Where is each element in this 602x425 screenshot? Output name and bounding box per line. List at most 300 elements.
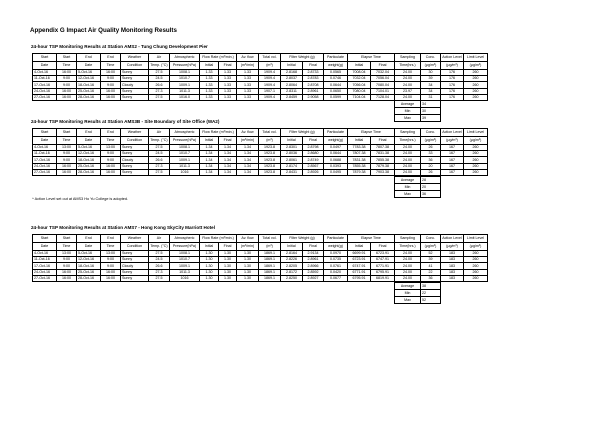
header-cell: Total vol. — [259, 129, 281, 137]
table-cell: 36 — [421, 157, 441, 163]
header-cell: Time — [101, 243, 121, 251]
header-cell: Initial — [348, 243, 371, 251]
header-cell: Initial — [281, 62, 303, 70]
table-cell: 5-Oct-16 — [77, 70, 101, 76]
table-cell: 27-Oct-16 — [33, 275, 57, 281]
table-cell: 1.30 — [219, 257, 237, 263]
stats-ams3b — [394, 176, 441, 198]
table-cell: 2.8168 — [281, 70, 303, 76]
header-cell: (m³) — [259, 62, 281, 70]
stat-label: Average — [395, 283, 421, 290]
header-cell: Date — [77, 62, 101, 70]
stat-value: 20 — [421, 184, 441, 191]
table-cell: 4-Oct-16 — [33, 251, 57, 257]
table-cell: 16:00 — [101, 169, 121, 175]
header-cell: (μg/m³) — [441, 137, 464, 145]
header-cell: End — [101, 129, 121, 137]
table-cell: 260 — [464, 169, 488, 175]
stat-label: Max — [395, 297, 421, 304]
table-cell: 7032.04 — [348, 76, 371, 82]
table-cell: 0.0420 — [324, 269, 348, 275]
table-cell: 16:00 — [101, 70, 121, 76]
table-cell: 1.33 — [237, 82, 259, 88]
stats-row — [395, 108, 441, 115]
table-cell: 16:00 — [57, 275, 77, 281]
table-cell: 0.0644 — [324, 151, 348, 157]
table-cell: 25-Oct-16 — [77, 88, 101, 94]
table-cell: 31 — [421, 94, 441, 100]
header-cell: End — [77, 129, 101, 137]
header-cell: Sampling — [395, 235, 421, 243]
header-cell: Temp. (°C) — [149, 243, 170, 251]
table-cell: 1923.8 — [259, 151, 281, 157]
stats-ams7 — [394, 282, 441, 304]
header-cell: Time(hrs.) — [395, 137, 421, 145]
header-cell: Weather — [121, 129, 149, 137]
table-cell: 183 — [441, 275, 464, 281]
table-cell: 1909.4 — [259, 94, 281, 100]
table-cell: 24.00 — [395, 169, 421, 175]
table-cell: 27.5 — [149, 94, 170, 100]
table-cell: 1.34 — [219, 169, 237, 175]
stat-label: Max — [395, 115, 421, 122]
table-cell: 0.0393 — [324, 163, 348, 169]
table-cell: 1.34 — [200, 151, 219, 157]
table-cell: 6747.91 — [348, 263, 371, 269]
table-cell: 13:00 — [57, 145, 77, 151]
table-cell: 1.30 — [219, 263, 237, 269]
table-cell: 28-Oct-16 — [77, 275, 101, 281]
table-cell: 7831.38 — [348, 157, 371, 163]
table-cell: 1.33 — [200, 70, 219, 76]
table-cell: 183 — [441, 263, 464, 269]
table-cell: 24.00 — [395, 70, 421, 76]
table-cell: 1016 — [170, 275, 200, 281]
header-cell: Filter Weight (g) — [281, 129, 324, 137]
table-cell: 27.3 — [149, 163, 170, 169]
table-cell: 1008.1 — [170, 251, 200, 257]
table-cell: 183 — [441, 269, 464, 275]
table-cell: 1009.1 — [170, 263, 200, 269]
header-cell: Action Level — [441, 54, 464, 62]
header-cell: (μg/m³) — [464, 137, 488, 145]
table-cell: 26.6 — [149, 82, 170, 88]
table-row — [33, 275, 488, 281]
header-cell: Sampling — [395, 129, 421, 137]
table-ams3b — [32, 128, 488, 176]
table-cell: Sunny — [121, 169, 149, 175]
header-cell: Time — [57, 137, 77, 145]
header-cell: Air — [149, 54, 170, 62]
header-cell: Final — [219, 137, 237, 145]
table-cell: Cloudy — [121, 82, 149, 88]
table-cell: 2.8174 — [281, 163, 303, 169]
table-cell: 2.8783 — [303, 76, 324, 82]
stat-value: 28 — [421, 177, 441, 184]
stats-row — [395, 115, 441, 122]
header-cell: Final — [371, 62, 395, 70]
header-cell: Elapse Time — [348, 54, 395, 62]
header-cell: weight(g) — [324, 137, 348, 145]
table-cell: Cloudy — [121, 263, 149, 269]
table-cell: 24.00 — [395, 251, 421, 257]
table-cell: 6795.91 — [371, 269, 395, 275]
table-cell: Sunny — [121, 70, 149, 76]
header-cell: Date — [33, 243, 57, 251]
table-cell: 17-Oct-16 — [33, 157, 57, 163]
table-cell: 1.34 — [237, 163, 259, 169]
table-cell: 16:00 — [57, 70, 77, 76]
table-cell: 17-Oct-16 — [33, 263, 57, 269]
table-cell: 1.33 — [219, 94, 237, 100]
table-cell: 2.8172 — [281, 269, 303, 275]
stat-label: Min — [395, 290, 421, 297]
table-cell: 39 — [421, 257, 441, 263]
table-cell: 33 — [421, 151, 441, 157]
stats-row — [395, 283, 441, 290]
header-cell: (μg/m³) — [464, 243, 488, 251]
table-cell: 1869.1 — [259, 275, 281, 281]
table-cell: 6771.91 — [348, 269, 371, 275]
header-cell: Av. flow — [237, 54, 259, 62]
header-cell: End — [101, 54, 121, 62]
header-cell: Filter Weight (g) — [281, 54, 324, 62]
header-cell: Start — [57, 235, 77, 243]
header-cell: weight(g) — [324, 243, 348, 251]
table-cell: 9:00 — [101, 76, 121, 82]
header-cell: Condition — [121, 62, 149, 70]
header-cell: Action Level — [441, 235, 464, 243]
header-cell: End — [77, 235, 101, 243]
section-title-ams7: 24-hour TSP Monitoring Results at Station AMS7 - Hong Kong SkyCity Marriott Hotel — [31, 225, 216, 230]
table-cell: 27.5 — [149, 169, 170, 175]
table-cell: 2.8459 — [281, 94, 303, 100]
table-cell: 2.8680 — [303, 151, 324, 157]
table-cell: 167 — [441, 151, 464, 157]
table-cell: 24.00 — [395, 145, 421, 151]
table-cell: 2.8036 — [281, 151, 303, 157]
table-cell: Sunny — [121, 88, 149, 94]
header-cell: End — [77, 54, 101, 62]
header-cell: Air — [149, 129, 170, 137]
table-cell: 1.30 — [237, 257, 259, 263]
table-cell: 28-Oct-16 — [77, 169, 101, 175]
table-cell: 1909.4 — [259, 82, 281, 88]
table-cell: 2.8749 — [303, 157, 324, 163]
table-cell: 1010.7 — [170, 76, 200, 82]
table-cell: 0.0497 — [324, 145, 348, 151]
table-cell: 7807.38 — [348, 151, 371, 157]
stat-label: Max — [395, 191, 421, 198]
table-cell: 9:00 — [101, 263, 121, 269]
table-cell: Sunny — [121, 76, 149, 82]
header-row — [33, 137, 488, 145]
header-cell: Time(hrs.) — [395, 243, 421, 251]
table-cell: 1923.8 — [259, 145, 281, 151]
table-cell: 1.34 — [237, 157, 259, 163]
stat-value: 52 — [421, 297, 441, 304]
header-cell: Conc. — [421, 235, 441, 243]
table-cell: 27.5 — [149, 251, 170, 257]
header-cell: Elapse Time — [348, 235, 395, 243]
table-cell: 7855.38 — [371, 157, 395, 163]
header-cell: Start — [57, 129, 77, 137]
table-cell: 2.8567 — [303, 163, 324, 169]
table-cell: 24.5 — [149, 151, 170, 157]
header-cell: (m³/min) — [237, 137, 259, 145]
table-cell: 1.34 — [237, 169, 259, 175]
table-cell: 9:00 — [57, 257, 77, 263]
table-cell: 1011.3 — [170, 88, 200, 94]
table-cell: 1.30 — [219, 269, 237, 275]
table-cell: 0.0735 — [324, 257, 348, 263]
table-cell: 260 — [464, 163, 488, 169]
table-cell: 2.8798 — [303, 145, 324, 151]
header-cell: Flow Rate (m³/min.) — [200, 129, 237, 137]
header-cell: (m³/min) — [237, 243, 259, 251]
table-cell: 1.34 — [219, 145, 237, 151]
header-cell: (μg/m³) — [421, 243, 441, 251]
header-cell: Limit Level — [464, 235, 488, 243]
table-cell: 2.8226 — [281, 257, 303, 263]
page-title: Appendix G Impact Air Quality Monitoring Results — [30, 27, 177, 34]
table-cell: 183 — [441, 257, 464, 263]
header-cell: Flow Rate (m³/min.) — [200, 235, 237, 243]
table-cell: 167 — [441, 157, 464, 163]
table-cell: 260 — [464, 157, 488, 163]
table-cell: 6723.91 — [371, 251, 395, 257]
header-cell: Initial — [348, 62, 371, 70]
table-cell: 1.33 — [219, 82, 237, 88]
table-cell: 1909.4 — [259, 76, 281, 82]
table-cell: 1.34 — [200, 145, 219, 151]
table-cell: Sunny — [121, 145, 149, 151]
table-cell: 5-Oct-16 — [77, 145, 101, 151]
table-cell: 7855.38 — [348, 163, 371, 169]
header-cell: Particulate — [324, 129, 348, 137]
header-cell: Start — [33, 235, 57, 243]
header-cell: (μg/m³) — [421, 137, 441, 145]
table-cell: 28-Oct-16 — [77, 94, 101, 100]
table-cell: 260 — [464, 88, 488, 94]
table-cell: 16:00 — [101, 94, 121, 100]
header-cell: Initial — [281, 243, 303, 251]
header-cell: Total vol. — [259, 54, 281, 62]
table-cell: 36 — [421, 275, 441, 281]
table-cell: 9:00 — [57, 76, 77, 82]
header-cell: (m³) — [259, 137, 281, 145]
table-cell: 34 — [421, 82, 441, 88]
table-cell: 1011.3 — [170, 269, 200, 275]
header-row — [33, 129, 488, 137]
table-cell: 2.8164 — [281, 251, 303, 257]
table-cell: 9:00 — [101, 82, 121, 88]
table-cell: 24.00 — [395, 157, 421, 163]
table-cell: 2.8961 — [303, 257, 324, 263]
table-cell: Cloudy — [121, 157, 149, 163]
table-cell: 2.9058 — [303, 94, 324, 100]
table-cell: 2.8961 — [303, 88, 324, 94]
stat-label: Min — [395, 184, 421, 191]
table-cell: Sunny — [121, 257, 149, 263]
table-cell: 27.5 — [149, 145, 170, 151]
table-cell: 16:00 — [57, 163, 77, 169]
table-cell: 16:00 — [101, 275, 121, 281]
table-cell: 1.30 — [200, 263, 219, 269]
table-cell: 1008.1 — [170, 145, 200, 151]
table-cell: 23.97 — [395, 88, 421, 94]
table-cell: 27.3 — [149, 88, 170, 94]
header-cell: weight(g) — [324, 62, 348, 70]
table-ams7 — [32, 234, 488, 282]
table-cell: 2.8733 — [303, 70, 324, 76]
header-cell: Final — [303, 62, 324, 70]
table-cell: 176 — [441, 76, 464, 82]
table-cell: 9:00 — [57, 82, 77, 88]
table-cell: 0.0746 — [324, 76, 348, 82]
table-cell: 2.8592 — [303, 269, 324, 275]
table-cell: 1907.1 — [259, 88, 281, 94]
table-cell: 0.0565 — [324, 70, 348, 76]
header-cell: Date — [77, 137, 101, 145]
table-cell: 17-Oct-16 — [33, 82, 57, 88]
table-cell: 1010.7 — [170, 257, 200, 263]
table-cell: 1.30 — [200, 257, 219, 263]
stat-value: 39 — [421, 115, 441, 122]
table-cell: 1.34 — [237, 145, 259, 151]
header-cell: Av. flow — [237, 129, 259, 137]
table-cell: 1.30 — [237, 275, 259, 281]
header-cell: (m³/min) — [237, 62, 259, 70]
table-cell: 1.33 — [237, 94, 259, 100]
table-cell: 26.6 — [149, 157, 170, 163]
table-cell: 24-Oct-16 — [33, 88, 57, 94]
table-cell: 1.34 — [200, 163, 219, 169]
section-title-ams3b: 24-hour TSP Monitoring Results at Station AMS3B - Site Boundary of Site Office (WA2) — [31, 119, 220, 124]
table-cell: 176 — [441, 70, 464, 76]
header-cell: Flow Rate (m³/min.) — [200, 54, 237, 62]
table-cell: Sunny — [121, 269, 149, 275]
table-cell: 2.8966 — [303, 263, 324, 269]
table-cell: 0.0688 — [324, 157, 348, 163]
table-cell: 25-Oct-16 — [77, 269, 101, 275]
header-cell: Atmospheric — [170, 54, 200, 62]
table-cell: 2.9134 — [303, 251, 324, 257]
table-cell: 1923.8 — [259, 169, 281, 175]
table-cell: 16:00 — [57, 88, 77, 94]
table-cell: 1.33 — [219, 88, 237, 94]
table-cell: 20 — [421, 163, 441, 169]
header-row — [33, 54, 488, 62]
table-cell: 39 — [421, 76, 441, 82]
table-cell: 1869.1 — [259, 263, 281, 269]
table-cell: 0.0650 — [324, 88, 348, 94]
stat-label: Average — [395, 177, 421, 184]
table-cell: 1.30 — [219, 251, 237, 257]
header-cell: Initial — [281, 137, 303, 145]
table-cell: 0.0677 — [324, 275, 348, 281]
table-cell: 260 — [464, 94, 488, 100]
table-cell: 24.00 — [395, 76, 421, 82]
header-cell: Pressure(hPa) — [170, 243, 200, 251]
table-cell: 1.34 — [200, 169, 219, 175]
table-cell: 1.33 — [237, 88, 259, 94]
table-cell: 13:00 — [101, 145, 121, 151]
header-cell: Final — [219, 243, 237, 251]
table-cell: 1923.8 — [259, 163, 281, 169]
header-cell: Sampling — [395, 54, 421, 62]
stats-ams2 — [394, 100, 441, 122]
table-cell: 12-Oct-16 — [77, 76, 101, 82]
table-cell: 24.5 — [149, 76, 170, 82]
header-cell: Particulate — [324, 235, 348, 243]
table-cell: 2.8431 — [281, 169, 303, 175]
header-cell: Conc. — [421, 129, 441, 137]
header-cell: Time(hrs.) — [395, 62, 421, 70]
table-cell: 9:00 — [101, 157, 121, 163]
table-cell: 41 — [421, 263, 441, 269]
table-cell: 26 — [421, 169, 441, 175]
header-cell: Conc. — [421, 54, 441, 62]
table-cell: 7831.38 — [371, 151, 395, 157]
header-cell: Final — [303, 243, 324, 251]
table-cell: 7783.38 — [348, 145, 371, 151]
stat-value: 36 — [421, 191, 441, 198]
table-cell: 1.30 — [200, 275, 219, 281]
table-cell: 7056.04 — [371, 76, 395, 82]
table-cell: 7128.04 — [371, 94, 395, 100]
header-row — [33, 243, 488, 251]
table-ams2 — [32, 53, 488, 101]
table-cell: 176 — [441, 94, 464, 100]
stats-row — [395, 184, 441, 191]
header-cell: (μg/m³) — [441, 62, 464, 70]
table-cell: 167 — [441, 163, 464, 169]
table-cell: 24.00 — [395, 151, 421, 157]
header-cell: Final — [219, 62, 237, 70]
table-cell: 12-Oct-16 — [77, 257, 101, 263]
header-cell: Filter Weight (g) — [281, 235, 324, 243]
header-cell: Time — [101, 137, 121, 145]
header-cell: Limit Level — [464, 129, 488, 137]
table-cell: 176 — [441, 82, 464, 88]
table-cell: 5-Oct-16 — [77, 251, 101, 257]
table-cell: Sunny — [121, 163, 149, 169]
header-row — [33, 62, 488, 70]
table-cell: 18-Oct-16 — [77, 82, 101, 88]
table-cell: 1.33 — [200, 88, 219, 94]
table-cell: 4-Oct-16 — [33, 70, 57, 76]
stat-value: 30 — [421, 108, 441, 115]
table-cell: 1010.7 — [170, 151, 200, 157]
table-cell: 52 — [421, 251, 441, 257]
table-cell: Sunny — [121, 251, 149, 257]
table-cell: 1009.1 — [170, 82, 200, 88]
header-cell: (μg/m³) — [421, 62, 441, 70]
table-cell: 1016.0 — [170, 94, 200, 100]
header-cell: Limit Level — [464, 54, 488, 62]
table-cell: 24-Oct-16 — [33, 269, 57, 275]
table-cell: 24.00 — [395, 94, 421, 100]
table-cell: 1.33 — [200, 82, 219, 88]
table-cell: 16:00 — [101, 88, 121, 94]
table-cell: 1869.1 — [259, 269, 281, 275]
table-cell: 0.0761 — [324, 263, 348, 269]
section-title-ams2: 24-hour TSP Monitoring Results at Station AMS2 - Tung Chung Development Pier — [31, 44, 208, 49]
header-cell: Condition — [121, 137, 149, 145]
table-cell: 0.0644 — [324, 82, 348, 88]
table-cell: 24.5 — [149, 257, 170, 263]
